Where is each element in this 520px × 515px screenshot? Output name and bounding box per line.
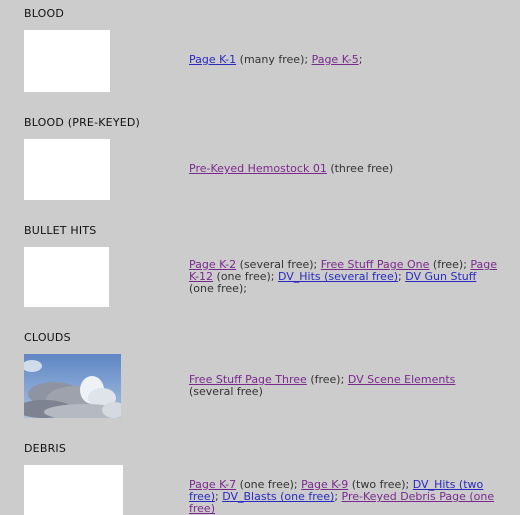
link-note: ; <box>358 53 363 66</box>
link-note: (free); <box>306 373 348 386</box>
section-bullet-hits <box>0 224 520 324</box>
link-free-stuff-page-three[interactable]: Free Stuff Page Three <box>189 373 307 386</box>
section-links <box>189 259 499 295</box>
clouds-image <box>24 354 121 418</box>
section-blood <box>0 7 520 107</box>
thumbnail-placeholder[interactable] <box>24 30 110 92</box>
section-heading: CLOUDS <box>24 331 71 344</box>
link-page-k5[interactable]: Page K-5 <box>311 53 359 66</box>
link-note: ; <box>214 490 223 503</box>
section-links <box>189 374 499 398</box>
link-dv-scene-elements[interactable]: DV Scene Elements <box>347 373 456 386</box>
link-note: ; <box>334 490 342 503</box>
link-page-k9[interactable]: Page K-9 <box>301 478 349 491</box>
section-debris <box>0 442 520 515</box>
section-clouds <box>0 331 520 431</box>
link-note: ; <box>398 270 406 283</box>
link-note: (three free) <box>326 162 394 175</box>
section-heading: BLOOD (PRE-KEYED) <box>24 116 141 129</box>
section-heading: DEBRIS <box>24 442 67 455</box>
link-note: (many free); <box>236 53 312 66</box>
thumbnail-placeholder[interactable] <box>24 247 109 307</box>
link-dv-blasts[interactable]: DV_Blasts (one free) <box>222 490 335 503</box>
section-heading: BULLET HITS <box>24 224 97 237</box>
link-free-stuff-page-one[interactable]: Free Stuff Page One <box>320 258 430 271</box>
thumbnail-placeholder[interactable] <box>24 139 110 200</box>
link-note: (one free); <box>213 270 278 283</box>
link-page-k2[interactable]: Page K-2 <box>189 258 237 271</box>
thumbnail-placeholder[interactable] <box>24 465 123 515</box>
link-note: (one free); <box>189 282 247 295</box>
link-dv-gun-stuff[interactable]: DV Gun Stuff <box>405 270 477 283</box>
link-dv-hits-two[interactable]: DV_Hits (two free) <box>189 478 484 503</box>
link-note: (one free); <box>236 478 302 491</box>
link-note: (several free) <box>189 385 263 398</box>
link-note: (two free); <box>348 478 413 491</box>
link-dv-hits[interactable]: DV_Hits (several free) <box>277 270 399 283</box>
clouds-thumbnail[interactable] <box>24 354 121 418</box>
link-pre-keyed-debris-page[interactable]: Pre-Keyed Debris Page (one free) <box>189 490 495 515</box>
section-links <box>189 163 499 175</box>
link-page-k7[interactable]: Page K-7 <box>189 478 237 491</box>
section-heading: BLOOD <box>24 7 65 20</box>
link-page-k1[interactable]: Page K-1 <box>189 53 237 66</box>
link-pre-keyed-hemostock[interactable]: Pre-Keyed Hemostock 01 <box>189 162 327 175</box>
link-page-k12[interactable]: Page K-12 <box>189 258 498 283</box>
link-note: (free); <box>429 258 471 271</box>
section-blood-pre-keyed <box>0 116 520 216</box>
section-links <box>189 479 499 515</box>
section-links <box>189 54 499 66</box>
link-note: (several free); <box>236 258 321 271</box>
